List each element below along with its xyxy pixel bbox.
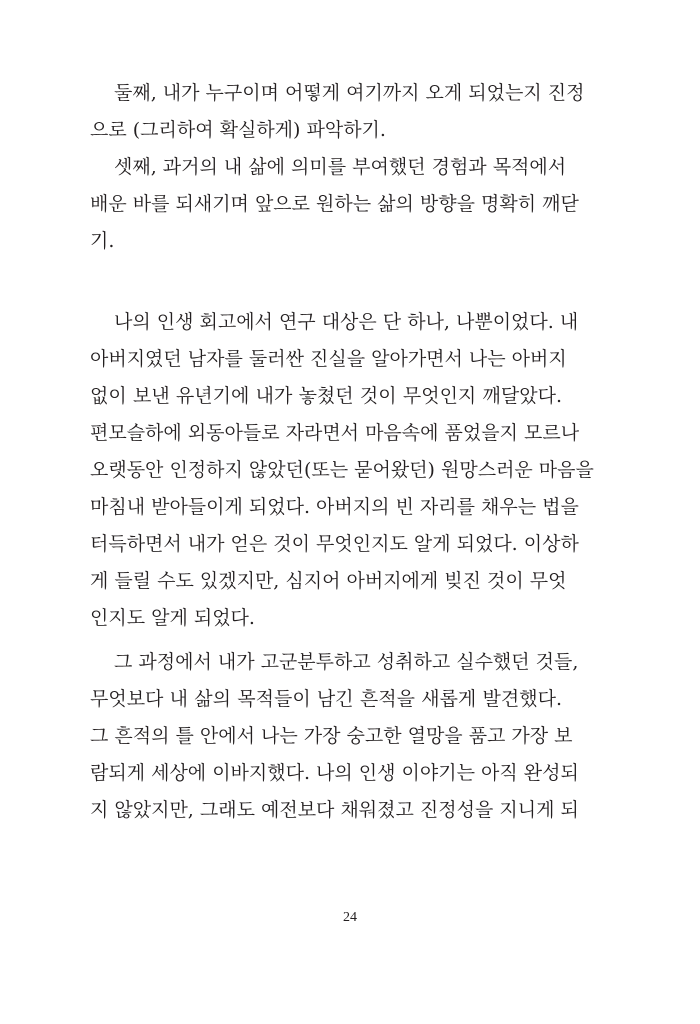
text-line: 인지도 알게 되었다. <box>90 607 255 629</box>
text-line: 기. <box>90 230 115 252</box>
text-line: 그 과정에서 내가 고군분투하고 성취하고 실수했던 것들, <box>114 651 579 673</box>
text-line: 아버지였던 남자를 둘러싼 진실을 알아가면서 나는 아버지 <box>90 348 567 370</box>
text-line: 게 들릴 수도 있겠지만, 심지어 아버지에게 빚진 것이 무엇 <box>90 570 567 592</box>
text-line: 편모슬하에 외동아들로 자라면서 마음속에 품었을지 모르나 <box>90 422 580 444</box>
text-line: 둘째, 내가 누구이며 어떻게 여기까지 오게 되었는지 진정 <box>114 82 585 104</box>
text-line: 터득하면서 내가 얻은 것이 무엇인지도 알게 되었다. 이상하 <box>90 533 579 555</box>
text-line: 배운 바를 되새기며 앞으로 원하는 삶의 방향을 명확히 깨닫 <box>90 193 579 215</box>
page-number: 24 <box>343 910 357 925</box>
text-line: 셋째, 과거의 내 삶에 의미를 부여했던 경험과 목적에서 <box>114 156 567 178</box>
text-line: 나의 인생 회고에서 연구 대상은 단 하나, 나뿐이었다. 내 <box>114 311 579 333</box>
text-line: 으로 (그리하여 확실하게) 파악하기. <box>90 119 386 141</box>
text-line: 그 흔적의 틀 안에서 나는 가장 숭고한 열망을 품고 가장 보 <box>90 725 573 747</box>
text-line: 무엇보다 내 삶의 목적들이 남긴 흔적을 새롭게 발견했다. <box>90 688 562 710</box>
text-line: 마침내 받아들이게 되었다. 아버지의 빈 자리를 채우는 법을 <box>90 496 579 518</box>
text-line: 지 않았지만, 그래도 예전보다 채워졌고 진정성을 지니게 되 <box>90 799 579 821</box>
text-line: 없이 보낸 유년기에 내가 놓쳤던 것이 무엇인지 깨달았다. <box>90 385 562 407</box>
text-line: 오랫동안 인정하지 않았던(또는 묻어왔던) 원망스러운 마음을 <box>90 459 594 481</box>
text-line: 람되게 세상에 이바지했다. 나의 인생 이야기는 아직 완성되 <box>90 762 579 784</box>
